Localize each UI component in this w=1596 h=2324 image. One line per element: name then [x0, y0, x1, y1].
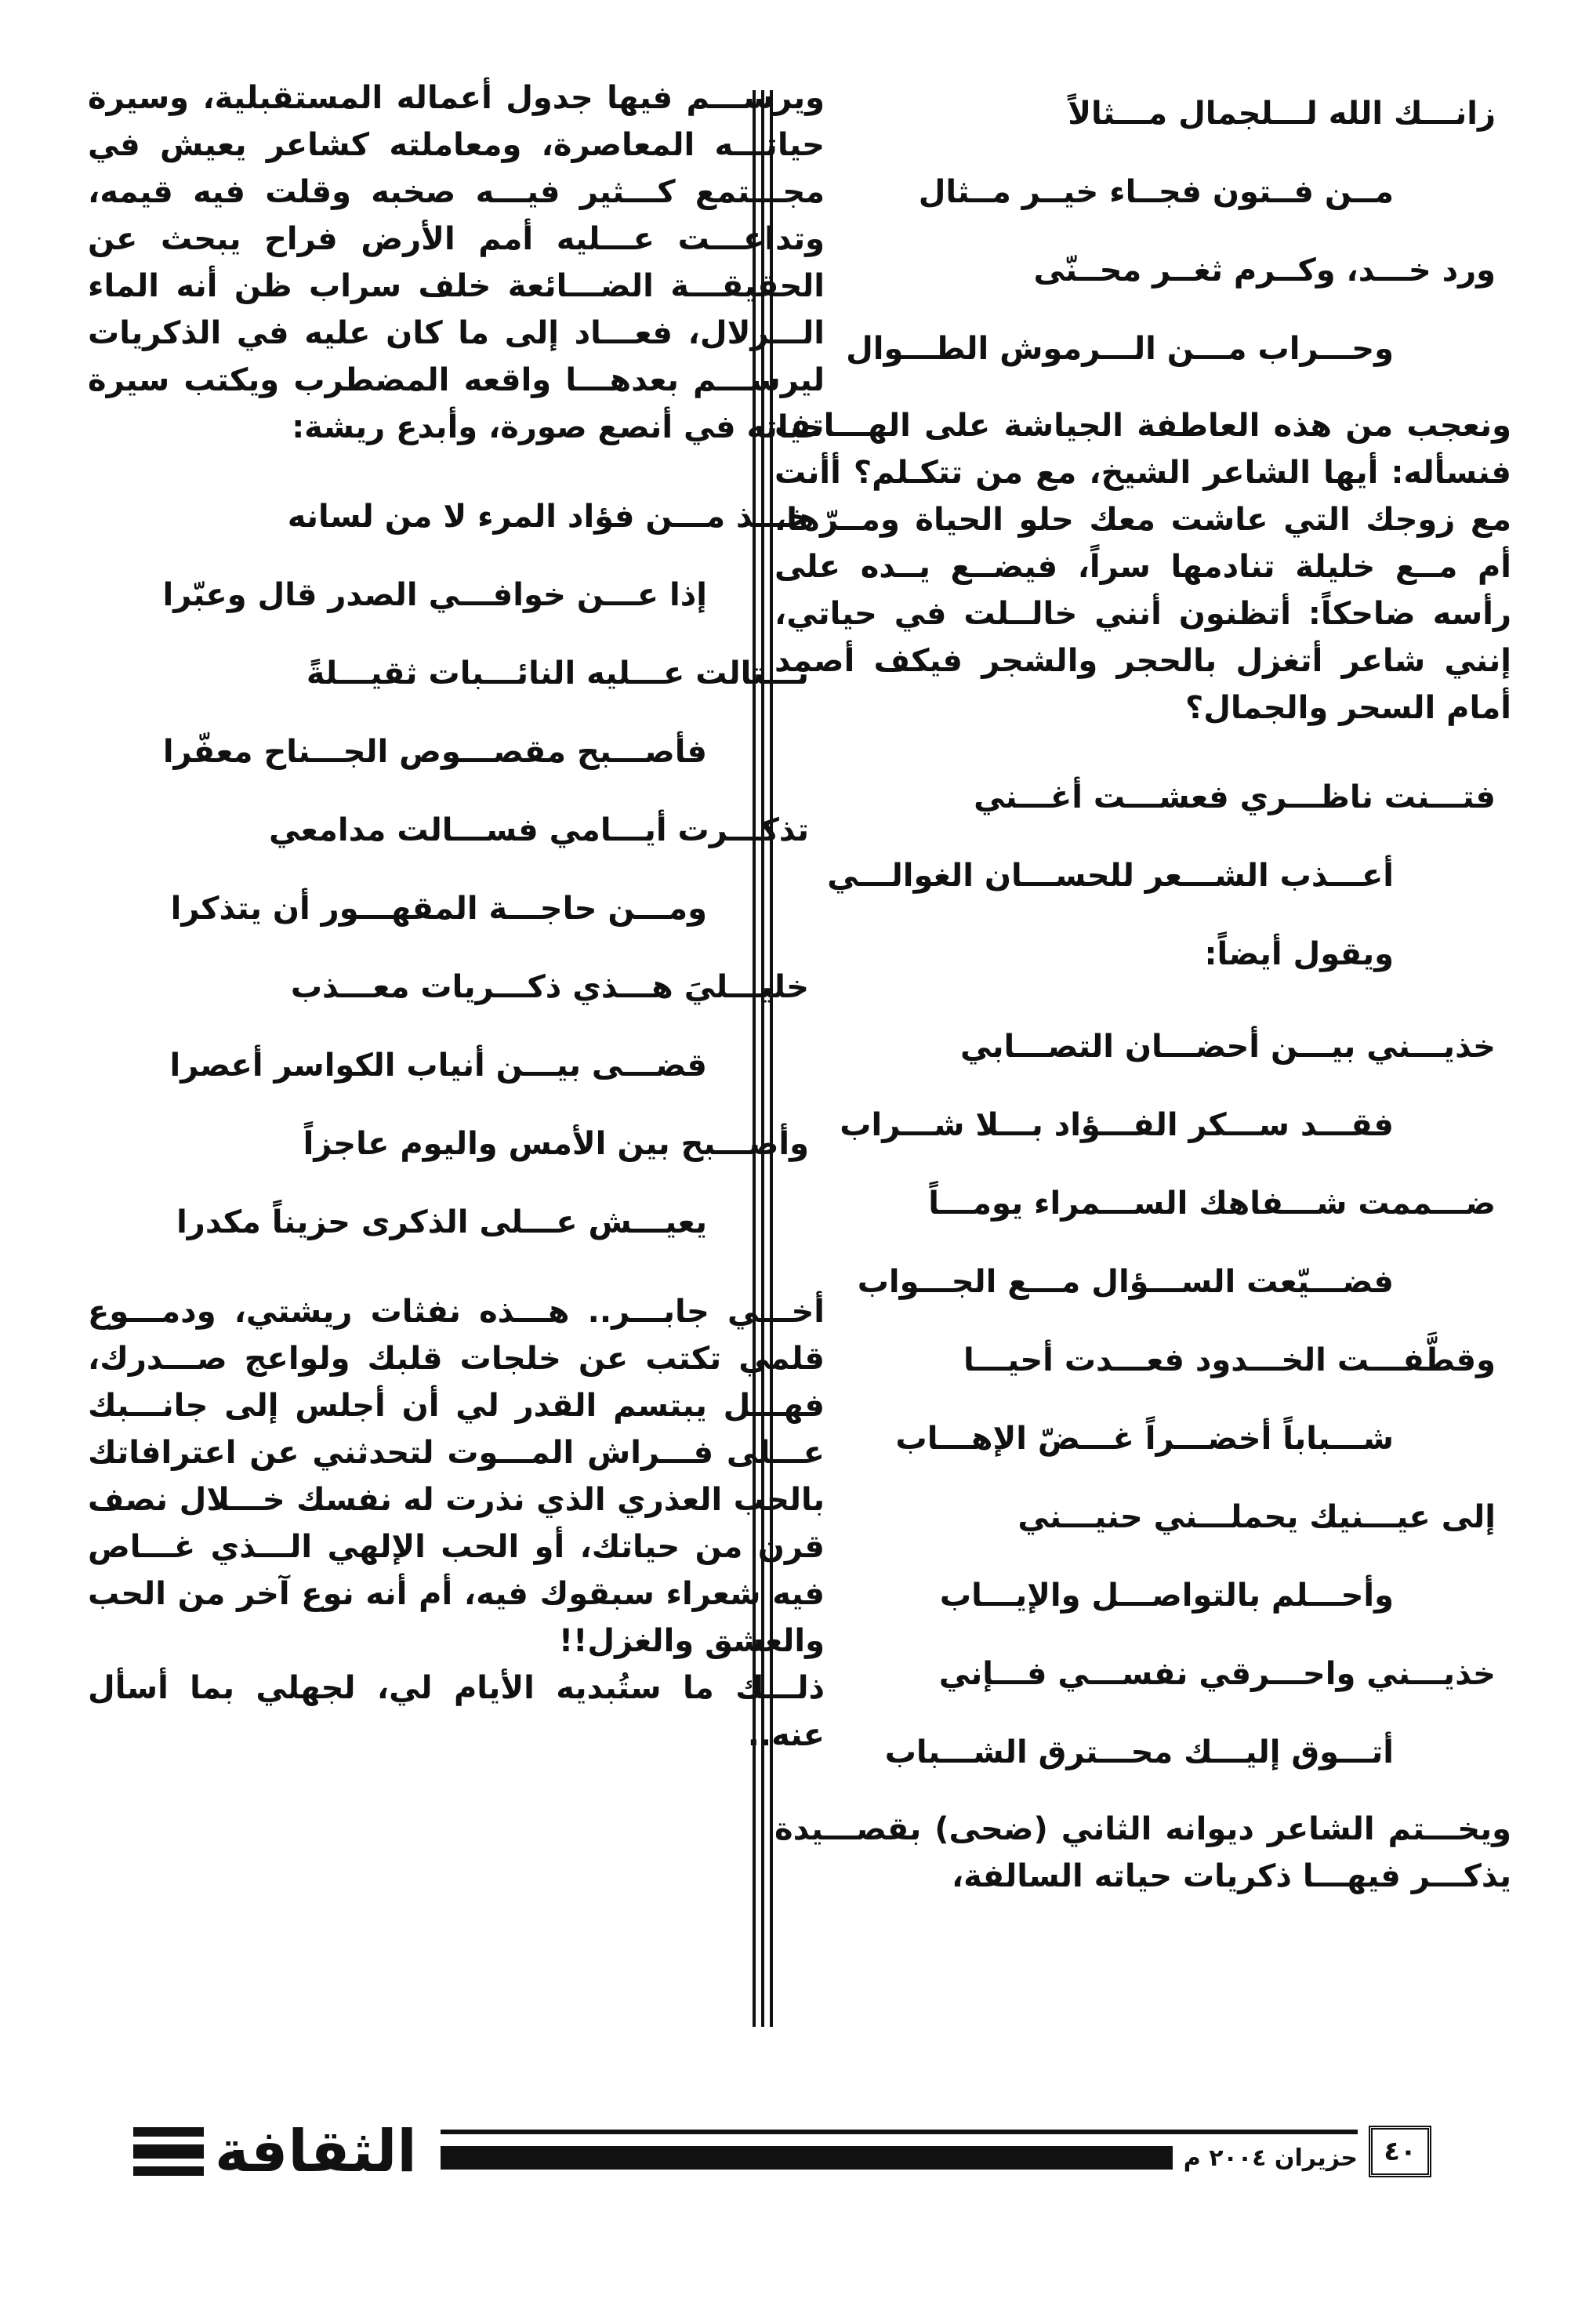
- poem-line: تذكـــرت أيـــامي فســـالت مدامعي: [269, 812, 809, 848]
- issue-date: حزيران ٢٠٠٤ م: [1183, 2144, 1358, 2172]
- poem-line: ورد خـــد، وكــرم ثغــر محــنّى: [1033, 252, 1496, 289]
- paragraph: أخـــي جابـــر.. هـــذه نفثات ريشتي، ودمـــوع قلمي تكتب عن خلجات قلبك ولواعج صـــدرك، فهـــل يبتسم القدر لي أن أجلس إلى جانـــبك عـــلى فـــراش المـــوت لتحدثني عن اعترافاتك بالحب العذري الذي نذرت له نفسك خـــلال نصف قرن من حياتك، أو الحب الإلهي الـــذي غـــاص فيه شعراء سبقوك فيه، أم أنه نوع آخر من الحب والعشق والغزل!!: [88, 1294, 825, 1659]
- poem-line: وقطَّفـــت الخـــدود فعـــدت أحيـــا: [963, 1342, 1496, 1378]
- poem-3: [774, 1008, 1511, 1792]
- paragraph: ويخـــتم الشاعر ديوانه الثاني (ضحى) بقصـــيدة يذكـــر فيهـــا ذكريات حياته السالفة،: [774, 1811, 1511, 1894]
- poem-line: وأحـــلم بالتواصـــل والإيـــاب: [939, 1578, 1394, 1614]
- poem-line: قضـــى بيـــن أنياب الكواسر أعصرا: [169, 1048, 707, 1084]
- poem-line: زانـــك الله لـــلجمال مـــثالاً: [1068, 96, 1496, 132]
- poem-line: وأصـــبح بين الأمس واليوم عاجزاً: [303, 1126, 809, 1162]
- poem-line: خليـــليَ هـــذي ذكـــريات معـــذب: [290, 969, 809, 1005]
- magazine-name: الثقافة: [215, 2118, 417, 2185]
- paragraph: ذلـــك ما ستُبديه الأيام لي، لجهلي بما أسأل عنه..: [88, 1670, 825, 1753]
- poem-line: إلى عيـــنيك يحملـــني حنيـــني: [1017, 1499, 1496, 1535]
- footer-rules: [441, 2130, 1358, 2173]
- poem-line: أعـــذب الشـــعر للحســـان الغوالـــي: [827, 858, 1394, 894]
- section-intro: ويقول أيضاً:: [1204, 936, 1394, 972]
- poem: [88, 478, 825, 1262]
- poem-line: ضـــممت شـــفاهك الســـمراء يومـــاً: [928, 1186, 1496, 1222]
- logo-bars-icon: [133, 2127, 204, 2176]
- poem-line: يعيـــش عـــلى الذكرى حزيناً مكدرا: [176, 1204, 707, 1240]
- poem-line: مــن فــتون فجــاء خيــر مــثال: [918, 174, 1394, 210]
- page-number: ٤٠: [1369, 2126, 1431, 2177]
- poem-line: ومـــن حاجـــة المقهـــور أن يتذكرا: [170, 891, 707, 927]
- paragraph: ويرســـم فيها جدول أعماله المستقبلية، وسيرة حياتـــه المعاصرة، ومعاملته كشاعر يعيش في مجـــتمع كـــثير فيـــه صخبه وقلت فيه قيمه، وتداعـــت عـــليه أمم الأرض فراح يبحث عن الحقيقـــة الضـــائعة خلف سراب ظن أنه الماء الـــزلال، فعـــاد إلى ما كان عليه في الذكريات ليرســـم بعدهـــا واقعه المضطرب ويكتب سيرة حياته في أنصع صورة، وأبدع ريشة:: [88, 80, 825, 445]
- poem-line: فأصـــبح مقصـــوص الجـــناح معفّرا: [162, 734, 707, 770]
- poem-line: تـــتالت عـــليه النائـــبات ثقيـــلةً: [306, 655, 809, 692]
- poem-line: فتـــنت ناظـــري فعشـــت أغـــني: [974, 779, 1496, 815]
- poem-line: خـــذ مـــن فؤاد المرء لا من لسانه: [287, 499, 809, 535]
- poem-2: [774, 758, 1511, 993]
- poem-line: خذيـــني واحـــرقي نفســـي فـــإني: [938, 1656, 1496, 1692]
- poem-line: أتـــوق إليـــك محـــترق الشـــباب: [884, 1734, 1394, 1770]
- paragraph: ونعجب من هذه العاطفة الجياشة على الهـــاتف فنسأله: أيها الشاعر الشيخ، مع من تتكـلم؟ أأنت مع زوجك التي عاشت معك حلو الحياة ومــرّها، أم مــع خليلة تنادمها سراً، فيضــع يــده على رأسه ضاحكاً: أتظنون أنني خالــلت في حياتي، إنني شاعر أتغزل بالحجر والشجر فيكف أصمد أمام السحر والجمال؟: [774, 408, 1511, 726]
- poem-1: [774, 74, 1511, 388]
- poem-line: فقـــد ســـكر الفـــؤاد بـــلا شـــراب: [840, 1107, 1394, 1143]
- magazine-logo: [133, 2117, 417, 2186]
- right-column: [774, 74, 1511, 1900]
- poem-line: إذا عـــن خوافـــي الصدر قال وعبّرا: [162, 577, 707, 613]
- poem-line: فضـــيّعت الســـؤال مـــع الجـــواب: [857, 1264, 1394, 1300]
- poem-line: وحـــراب مـــن الـــرموش الطـــوال: [846, 331, 1394, 367]
- poem-line: شـــباباً أخضـــراً غـــضّ الإهـــاب: [895, 1421, 1394, 1457]
- page-footer: [133, 2117, 1431, 2186]
- left-column: [88, 74, 825, 1759]
- poem-line: خذيـــني بيـــن أحضـــان التصـــابي: [959, 1029, 1496, 1065]
